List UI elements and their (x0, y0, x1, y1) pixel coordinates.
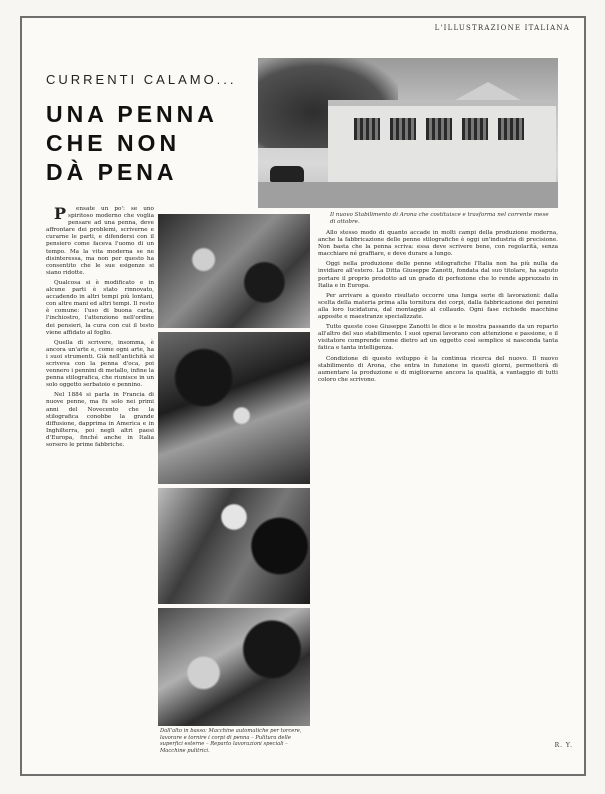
machine-photo-4 (158, 608, 310, 726)
machine-photo-3 (158, 488, 310, 604)
building-window (498, 118, 524, 140)
paragraph: Allo stesso modo di quanto accade in molti campi della produzione moderna, anche la fabbricazione delle penne stilografiche è oggi un'industria di precisione. Non basta che la penna scriva: essa deve scrivere bene, con regolarità, senza macchiare né graffiare, e deve durare a lungo. (318, 230, 558, 258)
car-icon (270, 166, 304, 182)
running-head: L'ILLUSTRAZIONE ITALIANA (434, 24, 570, 32)
machine-photo-2 (158, 332, 310, 484)
paragraph: Condizione di questo sviluppo è la continua ricerca del nuovo. Il nuovo stabilimento di Arona, che entra in funzione in questi giorni, permetterà di aumentare la produzione e di migliorarne ancora la qualità, a vantaggio di tutti coloro che scrivono. (318, 355, 558, 383)
machine-photos-caption: Dall'alto in basso: Macchine automatiche per torcere, lavorare e tornire i corpi di penna – Pulitura delle superfici esterne – Reparto lavorazioni speciali – Macchine pulitrici. (160, 728, 302, 754)
building-window (426, 118, 452, 140)
paragraph: Nel 1884 si parla in Francia di nuove penne, ma fu solo nei primi anni del Novecento che la stilografica conobbe la grande diffusione, dapprima in America e in Inghilterra, poi negli altri paesi d'Europa, finché anche in Italia sorsero le prime fabbriche. (46, 392, 154, 448)
ground (258, 182, 558, 208)
drop-cap: P (54, 206, 67, 223)
author-signature: R. Y. (554, 742, 573, 749)
building-window (462, 118, 488, 140)
headline-line-2: CHE NON (46, 130, 181, 156)
paragraph-text: ensate un po': se uno spiritoso moderno che voglia pensare ad una penna, deve affrontare dei problemi, scriverne e curarne le parti, e difendersi con il pensiero come faceva l'uomo di un tempo. Ma la vita moderna se ne disinteressa, ma non per questo ha consentito che le sue esigenze si siano ridotte. (46, 206, 154, 276)
paragraph: Per arrivare a questo risultato occorre una lunga serie di lavorazioni: dalla scelta della materia prima alla tornitura dei corpi, dalla fabbricazione dei pennini alla loro lucidatura, dal montaggio al collaudo. Ogni fase richiede macchine apposite e maestranze specializzate. (318, 292, 558, 321)
factory-building-photo (258, 58, 558, 208)
article-kicker: CURRENTI CALAMO... (46, 72, 237, 87)
left-text-column (46, 206, 154, 738)
building-window (354, 118, 380, 140)
building-window (390, 118, 416, 140)
paragraph: Qualcosa si è modificato e in alcune parti è stato rinnovato, accadendo in altri tempi più lontani, con altre mani ed altri tempi. Il resto è comune: l'uso di buona carta, l'inchiostro, l'attenzione nell'ordine dei pensieri, la cura con cui il testo viene affidato al foglio. (46, 279, 154, 336)
paragraph: Oggi nella produzione delle penne stilografiche l'Italia non ha più nulla da invidiare all'estero. La Ditta Giuseppe Zanotti, fondata dal suo titolare, ha saputo portare il proprio prodotto ad un grado di perfezione che lo rende apprezzato in Italia e in Europa. (318, 261, 558, 289)
factory-photo-caption: Il nuovo Stabilimento di Arona che costituisce e trasforma nel corrente mese di ottobre. (330, 212, 549, 225)
headline-line-3: DÀ PENA (46, 159, 178, 185)
article-headline (46, 100, 256, 187)
paragraph: Quella di scrivere, insomma, è ancora un'arte e, come ogni arte, ha i suoi strumenti. Già nell'antichità si scriveva con la penna d'oca, poi vennero i pennini di metallo, infine la penna stilografica, che riunisce in un solo oggetto serbatoio e pennino. (46, 339, 154, 389)
paragraph: Tutte queste cose Giuseppe Zanotti le dice e le mostra passando da un reparto all'altro del suo stabilimento. I suoi operai lavorano con attenzione e passione, e il visitatore comprende come dietro ad un oggetto così semplice si nasconda tanta fatica e tanta intelligenza. (318, 324, 558, 352)
right-text-column (318, 230, 558, 750)
building-facade (328, 100, 556, 184)
headline-line-1: UNA PENNA (46, 101, 218, 127)
paragraph (46, 206, 154, 277)
machine-photo-1 (158, 214, 310, 328)
